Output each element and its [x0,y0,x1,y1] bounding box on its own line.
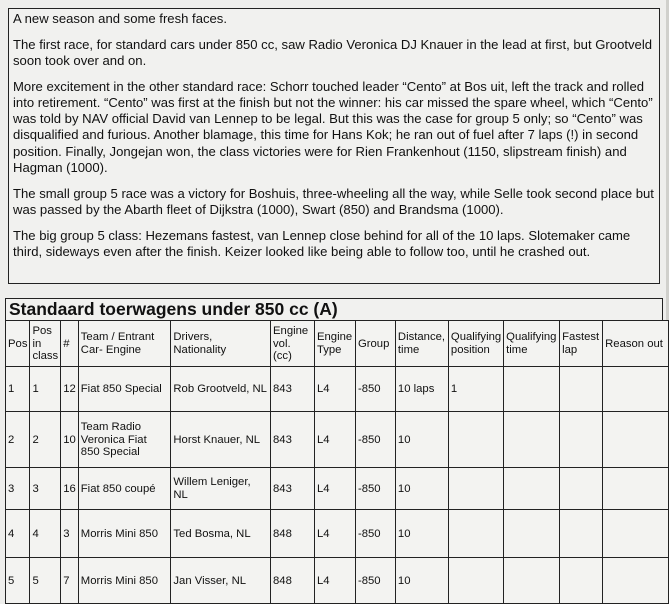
cell-team: Fiat 850 coupé [78,468,171,510]
report-paragraph: The small group 5 race was a victory for Boshuis, three-wheeling all the way, while Selle took second place but was passed by the Abarth fleet of Dijkstra (1000), Swart (850) and Brandsma (1000). [13,185,654,217]
header-qual-time: Qualifying time [504,321,560,367]
cell-fastest-lap [560,510,603,558]
header-distance: Distance, time [395,321,448,367]
cell-reason-out [603,558,669,604]
cell-qual-pos [448,412,503,468]
cell-qual-time [504,367,560,412]
cell-engine-type: L4 [314,510,355,558]
cell-group: -850 [355,468,395,510]
header-group: Group [355,321,395,367]
header-engine-vol: Engine vol. (cc) [271,321,315,367]
cell-qual-pos [448,558,503,604]
cell-team: Fiat 850 Special [78,367,171,412]
table-row [6,367,669,412]
cell-engine-type: L4 [314,367,355,412]
header-qual-pos: Qualifying position [448,321,503,367]
cell-fastest-lap [560,468,603,510]
cell-qual-pos [448,510,503,558]
table-row [6,510,669,558]
header-drivers: Drivers, Nationality [171,321,271,367]
results-table [5,320,669,604]
table-row [6,412,669,468]
cell-qual-time [504,558,560,604]
cell-distance: 10 [395,412,448,468]
cell-number: 7 [61,558,79,604]
cell-number: 12 [61,367,79,412]
cell-engine-type: L4 [314,558,355,604]
cell-reason-out [603,468,669,510]
header-fastest-lap: Fastest lap [560,321,603,367]
cell-group: -850 [355,510,395,558]
cell-distance: 10 [395,468,448,510]
cell-engine-vol: 848 [271,558,315,604]
cell-engine-type: L4 [314,468,355,510]
cell-number: 10 [61,412,79,468]
cell-pos: 1 [6,367,30,412]
cell-drivers: Ted Bosma, NL [171,510,271,558]
cell-pos-in-class: 5 [30,558,61,604]
cell-drivers: Jan Visser, NL [171,558,271,604]
cell-drivers: Rob Grootveld, NL [171,367,271,412]
report-paragraph: A new season and some fresh faces. [13,11,227,26]
header-engine-type: Engine Type [314,321,355,367]
cell-pos-in-class: 3 [30,468,61,510]
cell-team: Morris Mini 850 [78,558,171,604]
cell-number: 3 [61,510,79,558]
cell-qual-pos: 1 [448,367,503,412]
cell-pos: 2 [6,412,30,468]
cell-reason-out [603,510,669,558]
header-number: # [61,321,79,367]
table-header-row [6,321,669,367]
cell-drivers: Horst Knauer, NL [171,412,271,468]
report-paragraph: The first race, for standard cars under 850 cc, saw Radio Veronica DJ Knauer in the lead at first, but Grootveld soon took over and on. [13,36,653,68]
cell-distance: 10 laps [395,367,448,412]
cell-pos-in-class: 1 [30,367,61,412]
header-team: Team / Entrant Car- Engine [78,321,171,367]
cell-reason-out [603,367,669,412]
cell-pos: 3 [6,468,30,510]
report-paragraph: The big group 5 class: Hezemans fastest, van Lennep close behind for all of the 10 laps. Slotemaker came third, sideways even after the finish. Keizer looked like being able to follow too, until he crashed out. [13,227,631,259]
cell-qual-time [504,412,560,468]
cell-drivers: Willem Leniger, NL [171,468,271,510]
cell-reason-out [603,412,669,468]
cell-qual-time [504,468,560,510]
cell-team: Team Radio Veronica Fiat 850 Special [78,412,171,468]
cell-fastest-lap [560,367,603,412]
header-pos: Pos [6,321,30,367]
cell-fastest-lap [560,558,603,604]
header-reason-out: Reason out [603,321,669,367]
cell-engine-vol: 843 [271,367,315,412]
cell-pos-in-class: 2 [30,412,61,468]
cell-engine-vol: 843 [271,468,315,510]
cell-distance: 10 [395,510,448,558]
cell-engine-vol: 843 [271,412,315,468]
results-table-title: Standaard toerwagens under 850 cc (A) [5,298,663,320]
cell-qual-time [504,510,560,558]
table-row [6,558,669,604]
cell-number: 16 [61,468,79,510]
report-paragraph: More excitement in the other standard race: Schorr touched leader “Cento” at Bos uit, left the track and rolled into retirement. “Cento” was first at the finish but not the winner: his car missed the spare wheel, which “Cento” was told by NAV official David van Lennep to be legal. But this was the case for group 5 only; so “Cento” was disqualified and furious. Another blamage, this time for Hans Kok; he ran out of fuel after 7 laps (!) in second position. Finally, Jongejan won, the class victories were for Rien Frankenhout (1150, slipstream finish) and Hagman (1000). [13,78,653,175]
cell-pos: 5 [6,558,30,604]
cell-group: -850 [355,558,395,604]
cell-engine-type: L4 [314,412,355,468]
cell-engine-vol: 848 [271,510,315,558]
cell-pos-in-class: 4 [30,510,61,558]
header-pos-in-class: Pos in class [30,321,61,367]
cell-group: -850 [355,412,395,468]
cell-pos: 4 [6,510,30,558]
cell-distance: 10 [395,558,448,604]
cell-group: -850 [355,367,395,412]
race-report-box [8,8,660,284]
table-row [6,468,669,510]
cell-fastest-lap [560,412,603,468]
cell-qual-pos [448,468,503,510]
cell-team: Morris Mini 850 [78,510,171,558]
